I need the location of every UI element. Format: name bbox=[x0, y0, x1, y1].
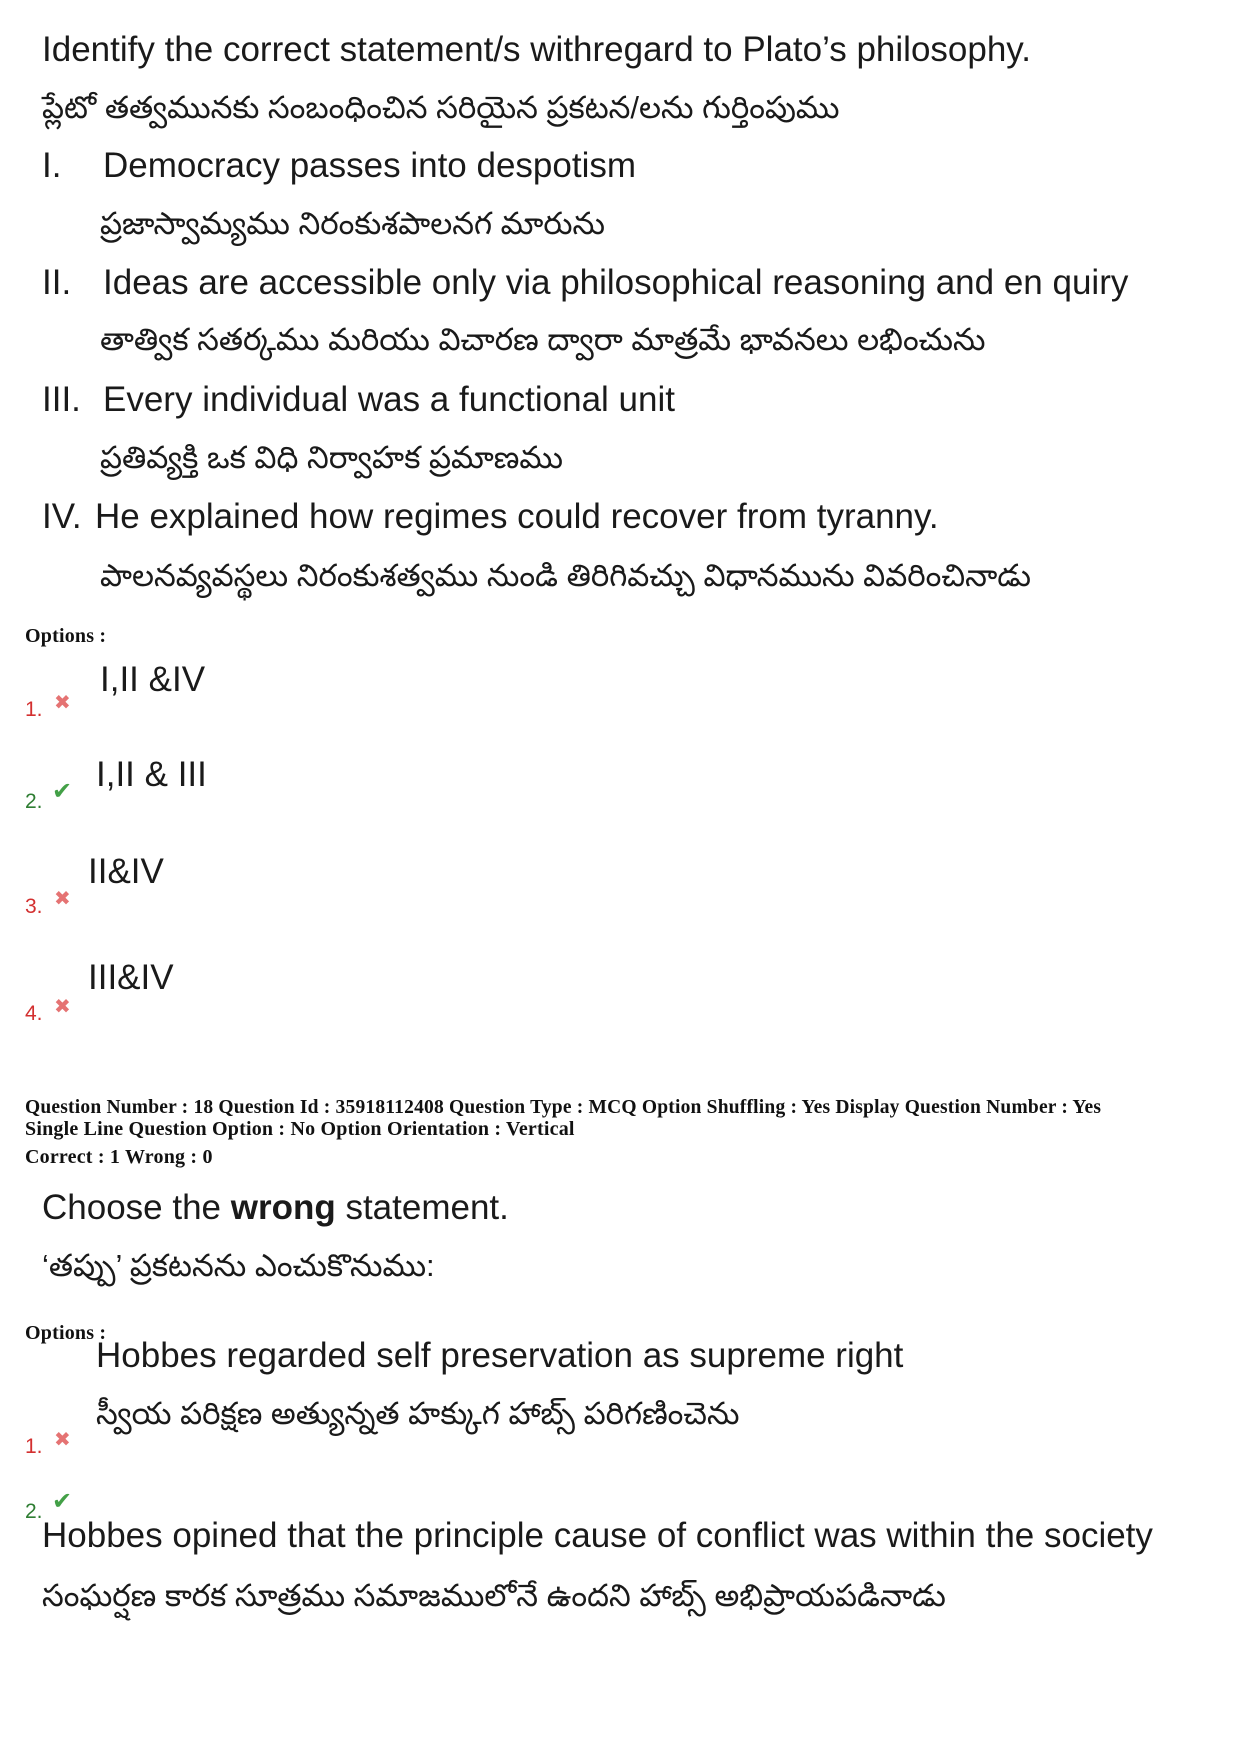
statement-text-te: తాత్విక సతర్కము మరియు విచారణ ద్వారా మాత్రమే భావనలు లభించును bbox=[100, 322, 986, 357]
statement-text-en: Every individual was a functional unit bbox=[103, 380, 675, 419]
q17-stem-te: ప్లేటో తత్వమునకు సంబంధించిన సరియైన ప్రకటన/లను గుర్తింపుము bbox=[42, 90, 840, 125]
option-number: 2. bbox=[25, 1500, 43, 1523]
statement-number: III. bbox=[42, 380, 81, 419]
cross-icon: ✖ bbox=[54, 888, 71, 910]
option-text-en[interactable]: Hobbes regarded self preservation as supreme right bbox=[96, 1336, 904, 1375]
options-label: Options : bbox=[25, 1322, 107, 1344]
question-meta-line: Single Line Question Option : No Option Orientation : Vertical bbox=[25, 1118, 575, 1140]
option-text[interactable]: II&IV bbox=[88, 852, 164, 891]
statement-text-te: పాలనవ్యవస్థలు నిరంకుశత్వము నుండి తిరిగివచ్చు విధానమును వివరించినాడు bbox=[100, 558, 1031, 593]
option-text[interactable]: III&IV bbox=[88, 958, 174, 997]
question-meta-line: Question Number : 18 Question Id : 35918112408 Question Type : MCQ Option Shuffling : Yes Display Question Number : Yes bbox=[25, 1097, 1102, 1118]
options-label: Options : bbox=[25, 625, 107, 647]
option-number: 2. bbox=[25, 790, 43, 813]
option-number: 1. bbox=[25, 698, 43, 721]
check-icon: ✔ bbox=[52, 1488, 73, 1515]
statement-text-te: ప్రజాస్వామ్యము నిరంకుశపాలనగ మారును bbox=[100, 206, 606, 241]
cross-icon: ✖ bbox=[54, 1429, 71, 1451]
statement-number: I. bbox=[42, 146, 62, 185]
option-number: 4. bbox=[25, 1002, 43, 1025]
question-score-line: Correct : 1 Wrong : 0 bbox=[25, 1146, 213, 1168]
cross-icon: ✖ bbox=[54, 692, 71, 714]
statement-text-te: ప్రతివ్యక్తి ఒక విధి నిర్వాహక ప్రమాణము bbox=[100, 440, 563, 475]
statement-text-en: Democracy passes into despotism bbox=[103, 146, 636, 185]
q18-stem-en: Choose the wrong statement. bbox=[42, 1188, 509, 1227]
option-text[interactable]: I,II &IV bbox=[100, 660, 206, 699]
option-text-te: స్వీయ పరిక్షణ అత్యున్నత హక్కుగ హాబ్స్ పరిగణించెను bbox=[96, 1396, 740, 1431]
statement-text-en: Ideas are accessible only via philosophical reasoning and en quiry bbox=[103, 263, 1129, 302]
option-text-en[interactable]: Hobbes opined that the principle cause of conflict was within the society bbox=[42, 1516, 1153, 1555]
option-text-te: సంఘర్షణ కారక సూత్రము సమాజములోనే ఉందని హాబ్స్ అభిప్రాయపడినాడు bbox=[42, 1578, 946, 1613]
statement-number: II. bbox=[42, 263, 72, 302]
option-number: 3. bbox=[25, 895, 43, 918]
statement-text-en: He explained how regimes could recover from tyranny. bbox=[95, 497, 939, 536]
option-text[interactable]: I,II & III bbox=[96, 755, 207, 794]
statement-number: IV. bbox=[42, 497, 82, 536]
q18-stem-te: ‘తప్పు’ ప్రకటనను ఎంచుకొనుము: bbox=[42, 1248, 435, 1283]
option-number: 1. bbox=[25, 1435, 43, 1458]
check-icon: ✔ bbox=[52, 778, 73, 805]
q17-stem-en: Identify the correct statement/s withregard to Plato’s philosophy. bbox=[42, 30, 1031, 69]
cross-icon: ✖ bbox=[54, 996, 71, 1018]
